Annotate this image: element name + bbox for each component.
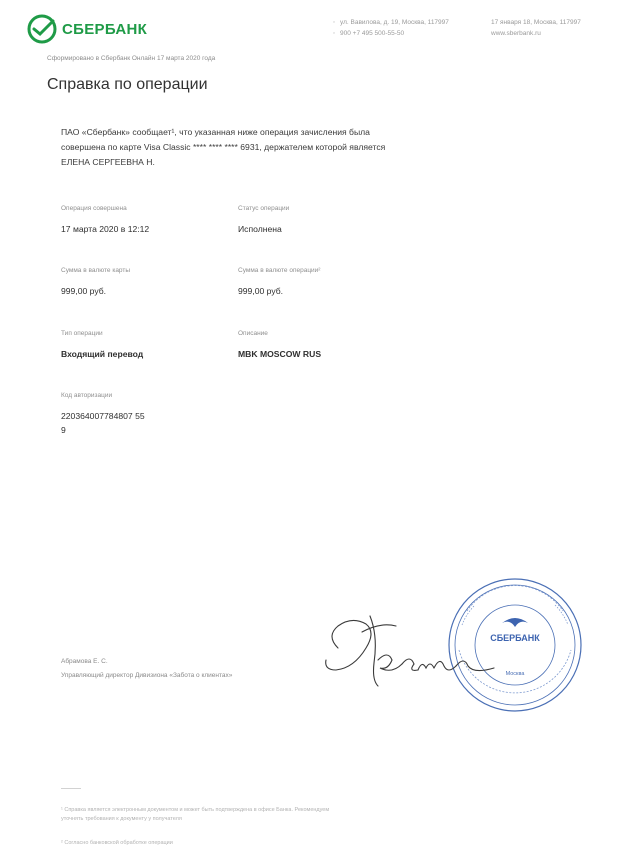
- address-secondary: 17 января 18, Москва, 117997: [491, 19, 581, 26]
- phone-icon: ◦: [333, 30, 336, 37]
- status-value: Исполнена: [238, 224, 282, 234]
- status-label: Статус операции: [238, 205, 290, 212]
- handwritten-signature: [318, 608, 508, 698]
- operation-type-label: Тип операции: [61, 330, 103, 337]
- intro-line-2: совершена по карте Visa Classic **** **** **** 6931, держателем которой является: [61, 142, 386, 152]
- description-label: Описание: [238, 330, 268, 337]
- auth-code-value-line2: 9: [61, 425, 66, 435]
- footnote-2: ² Согласно банковской обработке операции: [61, 840, 173, 846]
- location-icon: ◦: [333, 19, 336, 26]
- footnote-1-line2: уточнять требования к документу у получателя: [61, 816, 182, 822]
- generated-note: Сформировано в Сбербанк Онлайн 17 марта 2020 года: [47, 55, 216, 62]
- footnote-1: [61, 806, 391, 824]
- amount-operation-value: 999,00 руб.: [238, 286, 284, 296]
- intro-text: [61, 125, 431, 170]
- intro-line-3: ЕЛЕНА СЕРГЕЕВНА Н.: [61, 157, 155, 167]
- phone-main: 900 +7 495 500-55-50: [340, 30, 405, 37]
- contact-block-secondary: [491, 17, 611, 39]
- signer-position: Управляющий директор Дивизиона «Забота о клиентах»: [61, 672, 233, 679]
- footnote-divider: [61, 788, 81, 789]
- description-value: MBK MOSCOW RUS: [238, 349, 322, 359]
- auth-code-value-line1: 220364007784807 55: [61, 411, 145, 421]
- amount-operation-label: Сумма в валюте операции²: [238, 267, 321, 274]
- contact-block-main: [333, 17, 473, 39]
- logo-text: СБЕРБАНК: [62, 20, 148, 38]
- intro-line-1: ПАО «Сбербанк» сообщает¹, что указанная ниже операция зачисления была: [61, 127, 370, 137]
- amount-card-value: 999,00 руб.: [61, 286, 107, 296]
- operation-type-value: Входящий перевод: [61, 349, 144, 359]
- stamp-city: Москва: [505, 671, 525, 677]
- page-title: Справка по операции: [47, 76, 208, 93]
- operation-date-label: Операция совершена: [61, 205, 127, 212]
- website-link: www.sberbank.ru: [491, 30, 541, 37]
- address-main: ул. Вавилова, д. 19, Москва, 117997: [340, 19, 449, 26]
- amount-card-label: Сумма в валюте карты: [61, 267, 131, 274]
- footnote-1-line1: ¹ Справка является электронным документом и может быть подтверждена в офисе Банка. Рекомендуем: [61, 807, 330, 813]
- stamp-bank-name: СБЕРБАНК: [490, 633, 540, 643]
- sberbank-logo-icon: [27, 14, 57, 44]
- auth-code-label: Код авторизации: [61, 392, 113, 399]
- sberbank-logo: [27, 14, 147, 44]
- signer-name: Абрамова Е. С.: [61, 658, 108, 665]
- operation-date-value: 17 марта 2020 в 12:12: [61, 224, 150, 234]
